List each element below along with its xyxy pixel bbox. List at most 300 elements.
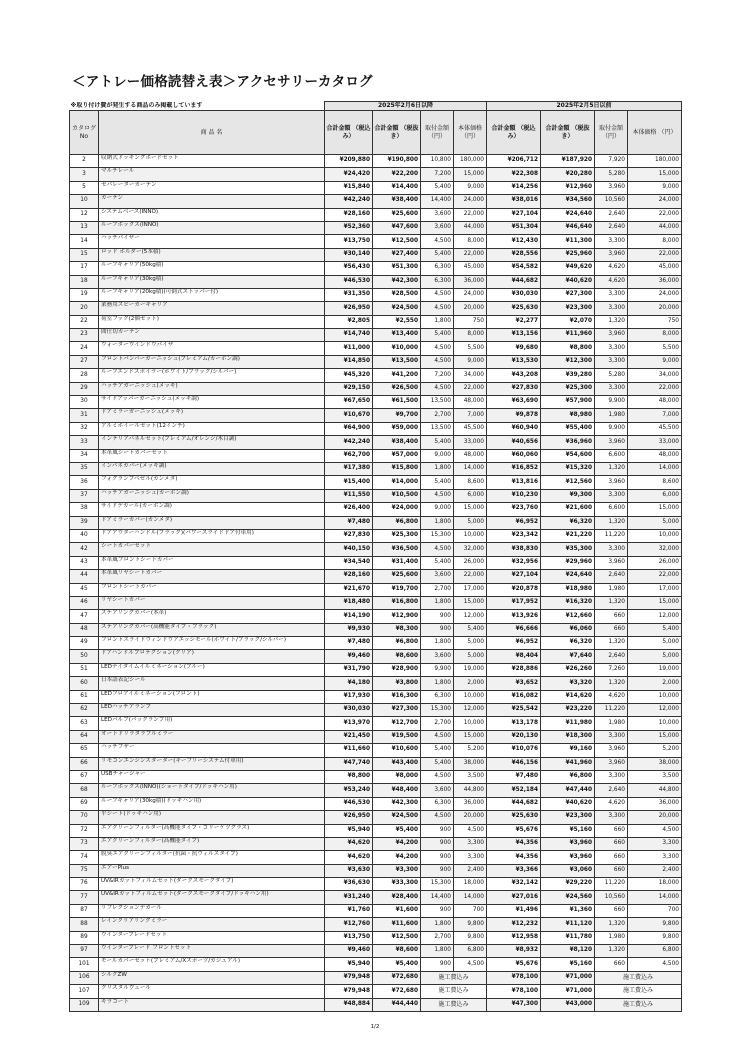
- new-total-excl-cell: ¥44,440: [373, 998, 421, 1011]
- table-row: [70, 663, 682, 676]
- old-total-incl-cell: ¥25,630: [487, 811, 541, 824]
- new-install-fee-cell: 4,500: [421, 811, 454, 824]
- table-row: [70, 757, 682, 770]
- table-row: [70, 288, 682, 301]
- new-total-incl-cell: ¥27,830: [325, 529, 373, 542]
- page-title: ＜アトレー価格読替え表＞アクセサリーカタログ: [72, 74, 373, 90]
- new-total-incl-cell: ¥21,450: [325, 730, 373, 743]
- new-unit-price-cell: 750: [454, 315, 487, 328]
- old-install-fee-cell: 1,320: [595, 462, 628, 475]
- new-unit-price-cell: 12,000: [454, 610, 487, 623]
- product-name-cell: UV&IRカットフィルムセット(ダークスモークタイプ): [99, 878, 325, 891]
- catalog-no-cell: 30: [70, 396, 99, 409]
- old-install-fee-cell: 6,600: [595, 503, 628, 516]
- table-row: [70, 958, 682, 971]
- old-unit-price-cell: 22,000: [628, 248, 682, 261]
- new-total-excl-cell: ¥59,000: [373, 422, 421, 435]
- new-total-incl-cell: ¥36,630: [325, 878, 373, 891]
- old-total-incl-cell: ¥32,142: [487, 878, 541, 891]
- new-total-incl-cell: ¥40,150: [325, 543, 373, 556]
- old-total-incl-cell: ¥23,760: [487, 503, 541, 516]
- old-total-excl-cell: ¥16,320: [541, 596, 595, 609]
- catalog-no-cell: 37: [70, 489, 99, 502]
- new-unit-price-cell: 7,000: [454, 409, 487, 422]
- old-unit-price-cell: 12,000: [628, 704, 682, 717]
- old-unit-price-cell: 2,000: [628, 677, 682, 690]
- product-name-cell: システムベース(INNO): [99, 208, 325, 221]
- old-unit-price-cell: 14,000: [628, 462, 682, 475]
- old-install-fee-cell: 1,980: [595, 717, 628, 730]
- new-total-incl-cell: ¥47,740: [325, 757, 373, 770]
- old-unit-price-cell: 33,000: [628, 436, 682, 449]
- new-install-fee-cell: 900: [421, 610, 454, 623]
- old-unit-price-cell: 8,000: [628, 329, 682, 342]
- old-total-incl-cell: ¥63,690: [487, 396, 541, 409]
- old-unit-price-cell: 48,000: [628, 449, 682, 462]
- old-total-excl-cell: ¥54,600: [541, 449, 595, 462]
- new-total-excl-cell: ¥4,200: [373, 851, 421, 864]
- new-total-excl-cell: ¥25,600: [373, 570, 421, 583]
- old-install-fee-cell: 4,620: [595, 262, 628, 275]
- new-unit-price-cell: 9,000: [454, 355, 487, 368]
- old-unit-price-cell: 8,000: [628, 235, 682, 248]
- table-row: [70, 369, 682, 382]
- old-install-fee-cell: 660: [595, 824, 628, 837]
- catalog-no-cell: 72: [70, 824, 99, 837]
- new-unit-price-cell: 45,000: [454, 262, 487, 275]
- new-total-excl-cell: ¥25,300: [373, 529, 421, 542]
- new-unit-price-cell: 22,000: [454, 382, 487, 395]
- new-unit-price-cell: 9,800: [454, 931, 487, 944]
- product-name-cell: カーテン: [99, 195, 325, 208]
- new-install-fee-cell: 3,600: [421, 650, 454, 663]
- new-unit-price-cell: 24,000: [454, 288, 487, 301]
- product-name-cell: フロントバンパーガーニッシュ(プレミアム/カーボン調): [99, 355, 325, 368]
- old-total-incl-cell: ¥46,156: [487, 757, 541, 770]
- table-row: [70, 235, 682, 248]
- old-total-incl-cell: ¥8,932: [487, 945, 541, 958]
- new-total-incl-cell: ¥15,400: [325, 476, 373, 489]
- catalog-no-cell: 32: [70, 422, 99, 435]
- old-total-incl-cell: ¥9,680: [487, 342, 541, 355]
- catalog-no-cell: 50: [70, 650, 99, 663]
- old-total-excl-cell: ¥3,320: [541, 677, 595, 690]
- new-total-incl-cell: ¥30,030: [325, 704, 373, 717]
- old-total-incl-cell: ¥27,104: [487, 208, 541, 221]
- new-install-fee-cell: 1,800: [421, 918, 454, 931]
- old-total-incl-cell: ¥44,682: [487, 797, 541, 810]
- new-total-incl-cell: ¥42,240: [325, 436, 373, 449]
- old-install-fee-cell: 1,320: [595, 315, 628, 328]
- catalog-no-cell: 68: [70, 784, 99, 797]
- new-unit-price-cell: 5,000: [454, 516, 487, 529]
- old-total-incl-cell: ¥13,926: [487, 610, 541, 623]
- old-install-fee-cell: 3,960: [595, 181, 628, 194]
- product-name-cell: シルクZW: [99, 971, 325, 984]
- old-install-fee-cell: 3,300: [595, 288, 628, 301]
- new-unit-price-cell: 6,000: [454, 489, 487, 502]
- col-old-total-incl: 合計金額 （税込み）: [487, 111, 541, 155]
- old-install-fee-cell: 4,620: [595, 275, 628, 288]
- old-total-excl-cell: ¥26,260: [541, 663, 595, 676]
- new-total-excl-cell: ¥33,300: [373, 878, 421, 891]
- new-unit-price-cell: 4,500: [454, 958, 487, 971]
- old-total-excl-cell: ¥27,300: [541, 288, 595, 301]
- new-total-excl-cell: ¥15,800: [373, 462, 421, 475]
- old-unit-price-cell: 36,000: [628, 797, 682, 810]
- col-name: 商 品 名: [99, 111, 325, 155]
- new-install-fee-cell: 4,500: [421, 382, 454, 395]
- table-row: [70, 971, 682, 984]
- table-row: [70, 824, 682, 837]
- old-total-incl-cell: ¥28,886: [487, 663, 541, 676]
- catalog-no-cell: 107: [70, 985, 99, 998]
- old-total-excl-cell: ¥8,980: [541, 409, 595, 422]
- new-unit-price-cell: 10,000: [454, 529, 487, 542]
- catalog-no-cell: 38: [70, 503, 99, 516]
- new-total-excl-cell: ¥11,600: [373, 918, 421, 931]
- table-row: [70, 704, 682, 717]
- table-row: [70, 864, 682, 877]
- table-row: [70, 489, 682, 502]
- table-row: [70, 262, 682, 275]
- col-new-total-incl: 合計金額 （税込み）: [325, 111, 373, 155]
- new-unit-price-cell: 38,000: [454, 757, 487, 770]
- note: ※取り付け費が発生する商品のみ掲載しています: [70, 101, 203, 109]
- old-install-fee-cell: 2,640: [595, 650, 628, 663]
- table-row: [70, 904, 682, 917]
- new-total-excl-cell: ¥25,600: [373, 208, 421, 221]
- old-total-incl-cell: ¥16,852: [487, 462, 541, 475]
- catalog-no-cell: 109: [70, 998, 99, 1011]
- period-old-header: 2025年2月5日以前: [487, 102, 682, 111]
- new-total-excl-cell: ¥10,500: [373, 489, 421, 502]
- new-unit-price-cell: 34,000: [454, 369, 487, 382]
- old-total-excl-cell: ¥187,920: [541, 155, 595, 168]
- new-total-incl-cell: ¥11,550: [325, 489, 373, 502]
- new-unit-price-cell: 2,000: [454, 677, 487, 690]
- old-total-excl-cell: ¥25,960: [541, 248, 595, 261]
- old-total-incl-cell: ¥4,356: [487, 851, 541, 864]
- old-total-excl-cell: ¥14,620: [541, 690, 595, 703]
- catalog-no-cell: 15: [70, 248, 99, 261]
- catalog-no-cell: 10: [70, 195, 99, 208]
- product-name-cell: マルチレール: [99, 168, 325, 181]
- old-total-incl-cell: ¥17,952: [487, 596, 541, 609]
- old-install-fee-cell: 3,960: [595, 436, 628, 449]
- new-total-incl-cell: ¥2,805: [325, 315, 373, 328]
- old-total-excl-cell: ¥9,300: [541, 489, 595, 502]
- old-total-incl-cell: ¥20,878: [487, 583, 541, 596]
- old-install-included-cell: 施工費込み: [595, 985, 682, 998]
- catalog-no-cell: 20: [70, 302, 99, 315]
- new-total-excl-cell: ¥9,700: [373, 409, 421, 422]
- old-total-incl-cell: ¥40,656: [487, 436, 541, 449]
- old-total-excl-cell: ¥46,640: [541, 221, 595, 234]
- table-row: [70, 462, 682, 475]
- catalog-no-cell: 48: [70, 623, 99, 636]
- old-install-fee-cell: 660: [595, 904, 628, 917]
- old-total-incl-cell: ¥27,104: [487, 570, 541, 583]
- old-total-excl-cell: ¥6,320: [541, 516, 595, 529]
- product-name-cell: インパネカバー(メッキ調): [99, 462, 325, 475]
- old-total-excl-cell: ¥11,980: [541, 717, 595, 730]
- old-total-incl-cell: ¥44,682: [487, 275, 541, 288]
- new-install-fee-cell: 5,400: [421, 329, 454, 342]
- new-install-fee-cell: 1,800: [421, 596, 454, 609]
- new-total-excl-cell: ¥42,300: [373, 275, 421, 288]
- new-total-incl-cell: ¥7,480: [325, 637, 373, 650]
- new-total-incl-cell: ¥15,840: [325, 181, 373, 194]
- new-unit-price-cell: 48,000: [454, 449, 487, 462]
- new-total-incl-cell: ¥5,940: [325, 958, 373, 971]
- product-name-cell: ステアリングカバー(本革): [99, 610, 325, 623]
- old-unit-price-cell: 36,000: [628, 275, 682, 288]
- table-row: [70, 436, 682, 449]
- new-total-excl-cell: ¥19,700: [373, 583, 421, 596]
- new-total-incl-cell: ¥53,240: [325, 784, 373, 797]
- product-name-cell: ハッチアガーニッシュ(カーボン調): [99, 489, 325, 502]
- old-unit-price-cell: 22,000: [628, 570, 682, 583]
- old-install-fee-cell: 10,560: [595, 195, 628, 208]
- old-total-excl-cell: ¥41,960: [541, 757, 595, 770]
- product-name-cell: フロントシートカバー: [99, 583, 325, 596]
- new-unit-price-cell: 22,000: [454, 208, 487, 221]
- catalog-no-cell: 89: [70, 931, 99, 944]
- new-total-excl-cell: ¥72,680: [373, 971, 421, 984]
- old-unit-price-cell: 15,000: [628, 596, 682, 609]
- new-total-excl-cell: ¥8,600: [373, 945, 421, 958]
- old-install-fee-cell: 3,960: [595, 329, 628, 342]
- table-row: [70, 382, 682, 395]
- table-row: [70, 155, 682, 168]
- catalog-no-cell: 27: [70, 355, 99, 368]
- new-unit-price-cell: 5,500: [454, 342, 487, 355]
- catalog-no-cell: 63: [70, 717, 99, 730]
- old-total-incl-cell: ¥60,060: [487, 449, 541, 462]
- product-name-cell: 脱臭エアクリーンフィルター(抗菌・抗ウィルスタイプ): [99, 851, 325, 864]
- table-row: [70, 342, 682, 355]
- new-total-incl-cell: ¥79,948: [325, 985, 373, 998]
- new-total-excl-cell: ¥12,500: [373, 931, 421, 944]
- old-install-fee-cell: 1,320: [595, 637, 628, 650]
- new-total-incl-cell: ¥28,160: [325, 570, 373, 583]
- new-total-excl-cell: ¥14,400: [373, 181, 421, 194]
- new-install-fee-cell: 4,500: [421, 489, 454, 502]
- new-total-excl-cell: ¥190,800: [373, 155, 421, 168]
- product-name-cell: ルーフボックス(INNO): [99, 221, 325, 234]
- catalog-no-cell: 40: [70, 529, 99, 542]
- new-total-excl-cell: ¥28,500: [373, 288, 421, 301]
- new-unit-price-cell: 10,000: [454, 690, 487, 703]
- new-total-excl-cell: ¥47,600: [373, 221, 421, 234]
- product-name-cell: ステアリングカバー(高機能タイプ・ブラック): [99, 623, 325, 636]
- price-table-body: [70, 155, 682, 1012]
- old-install-fee-cell: 660: [595, 851, 628, 864]
- new-total-incl-cell: ¥26,400: [325, 503, 373, 516]
- col-old-total-excl: 合計金額 （税抜き）: [541, 111, 595, 155]
- new-total-excl-cell: ¥38,400: [373, 436, 421, 449]
- old-install-fee-cell: 1,320: [595, 596, 628, 609]
- old-total-excl-cell: ¥55,400: [541, 422, 595, 435]
- old-total-incl-cell: ¥20,130: [487, 730, 541, 743]
- new-total-excl-cell: ¥48,400: [373, 784, 421, 797]
- new-total-excl-cell: ¥27,400: [373, 248, 421, 261]
- old-total-incl-cell: ¥6,952: [487, 516, 541, 529]
- product-name-cell: フォグランプベゼル(カンメタ): [99, 476, 325, 489]
- new-install-fee-cell: 3,600: [421, 208, 454, 221]
- new-unit-price-cell: 12,000: [454, 704, 487, 717]
- new-install-fee-cell: 5,400: [421, 181, 454, 194]
- catalog-no-cell: 42: [70, 543, 99, 556]
- old-unit-price-cell: 15,000: [628, 168, 682, 181]
- old-total-incl-cell: ¥6,952: [487, 637, 541, 650]
- new-total-excl-cell: ¥16,800: [373, 596, 421, 609]
- old-unit-price-cell: 3,500: [628, 770, 682, 783]
- new-install-fee-cell: 15,300: [421, 529, 454, 542]
- new-total-incl-cell: ¥12,760: [325, 918, 373, 931]
- old-unit-price-cell: 32,000: [628, 543, 682, 556]
- table-row: [70, 529, 682, 542]
- new-total-excl-cell: ¥13,500: [373, 355, 421, 368]
- product-name-cell: エアクリーンフィルター(高機能タイプ): [99, 837, 325, 850]
- new-install-fee-cell: 900: [421, 623, 454, 636]
- new-install-fee-cell: 4,500: [421, 288, 454, 301]
- old-install-fee-cell: 2,640: [595, 208, 628, 221]
- new-total-incl-cell: ¥4,620: [325, 851, 373, 864]
- new-total-excl-cell: ¥8,300: [373, 623, 421, 636]
- new-total-incl-cell: ¥31,790: [325, 663, 373, 676]
- product-name-cell: 日本語表記シール: [99, 677, 325, 690]
- old-unit-price-cell: 12,000: [628, 610, 682, 623]
- new-total-incl-cell: ¥26,950: [325, 811, 373, 824]
- new-install-fee-cell: 9,000: [421, 503, 454, 516]
- new-install-fee-cell: 13,500: [421, 396, 454, 409]
- table-row: [70, 168, 682, 181]
- table-row: [70, 797, 682, 810]
- old-total-excl-cell: ¥11,960: [541, 329, 595, 342]
- catalog-no-cell: 88: [70, 918, 99, 931]
- new-install-fee-cell: 15,300: [421, 704, 454, 717]
- new-total-incl-cell: ¥7,480: [325, 516, 373, 529]
- old-total-incl-cell: ¥206,712: [487, 155, 541, 168]
- product-name-cell: ドアミラーカバー(カンメタ): [99, 516, 325, 529]
- product-name-cell: ロッド ホルダー(5本積): [99, 248, 325, 261]
- product-name-cell: レインクリアリングミラー: [99, 918, 325, 931]
- new-unit-price-cell: 14,000: [454, 891, 487, 904]
- product-name-cell: ウインタープレードセット: [99, 931, 325, 944]
- product-name-cell: 平シート(ドッキハン用): [99, 811, 325, 824]
- new-unit-price-cell: 18,000: [454, 878, 487, 891]
- old-total-excl-cell: ¥29,960: [541, 556, 595, 569]
- table-row: [70, 195, 682, 208]
- old-unit-price-cell: 5,000: [628, 637, 682, 650]
- new-total-incl-cell: ¥34,540: [325, 556, 373, 569]
- new-total-incl-cell: ¥24,420: [325, 168, 373, 181]
- old-install-fee-cell: 9,900: [595, 396, 628, 409]
- product-name-cell: ドアアウターハンドル(ブラック)(パワースライドドア付車用): [99, 529, 325, 542]
- new-total-incl-cell: ¥14,740: [325, 329, 373, 342]
- new-total-incl-cell: ¥62,700: [325, 449, 373, 462]
- new-install-fee-cell: 5,400: [421, 757, 454, 770]
- new-unit-price-cell: 8,000: [454, 329, 487, 342]
- new-install-fee-cell: 3,600: [421, 784, 454, 797]
- old-install-fee-cell: 5,280: [595, 369, 628, 382]
- product-name-cell: ハッチバイザー: [99, 235, 325, 248]
- new-total-incl-cell: ¥8,800: [325, 770, 373, 783]
- catalog-no-cell: 73: [70, 837, 99, 850]
- new-total-incl-cell: ¥67,650: [325, 396, 373, 409]
- new-unit-price-cell: 15,000: [454, 503, 487, 516]
- new-total-excl-cell: ¥43,400: [373, 757, 421, 770]
- table-row: [70, 315, 682, 328]
- old-unit-price-cell: 5,500: [628, 342, 682, 355]
- old-unit-price-cell: 34,000: [628, 369, 682, 382]
- old-total-excl-cell: ¥29,220: [541, 878, 595, 891]
- old-unit-price-cell: 3,300: [628, 837, 682, 850]
- new-install-fee-cell: 900: [421, 864, 454, 877]
- new-unit-price-cell: 33,000: [454, 436, 487, 449]
- new-unit-price-cell: 9,000: [454, 181, 487, 194]
- new-install-fee-cell: 1,800: [421, 462, 454, 475]
- old-install-fee-cell: 1,980: [595, 583, 628, 596]
- old-unit-price-cell: 9,000: [628, 355, 682, 368]
- old-unit-price-cell: 9,000: [628, 181, 682, 194]
- catalog-no-cell: 64: [70, 730, 99, 743]
- table-row: [70, 690, 682, 703]
- old-total-excl-cell: ¥25,300: [541, 382, 595, 395]
- old-total-excl-cell: ¥6,320: [541, 637, 595, 650]
- product-name-cell: 業務用スピーカーキャリア: [99, 302, 325, 315]
- period-new-header: 2025年2月6日以降: [325, 102, 487, 111]
- catalog-no-cell: 49: [70, 637, 99, 650]
- catalog-no-cell: 67: [70, 770, 99, 783]
- new-install-fee-cell: 14,400: [421, 195, 454, 208]
- old-total-excl-cell: ¥18,300: [541, 730, 595, 743]
- old-unit-price-cell: 10,000: [628, 529, 682, 542]
- new-total-excl-cell: ¥4,200: [373, 837, 421, 850]
- table-row: [70, 811, 682, 824]
- old-install-fee-cell: 6,600: [595, 449, 628, 462]
- catalog-no-cell: 46: [70, 596, 99, 609]
- old-install-fee-cell: 3,300: [595, 730, 628, 743]
- product-name-cell: ルーフエンドスポイラー(ホワイト/ブラック/シルバー): [99, 369, 325, 382]
- col-old-unit-price: 本体価格 （円）: [628, 111, 682, 155]
- new-unit-price-cell: 5,200: [454, 744, 487, 757]
- old-total-excl-cell: ¥5,160: [541, 958, 595, 971]
- catalog-no-cell: 5: [70, 181, 99, 194]
- old-total-incl-cell: ¥23,342: [487, 529, 541, 542]
- new-install-fee-cell: 4,500: [421, 543, 454, 556]
- old-unit-price-cell: 15,000: [628, 503, 682, 516]
- new-total-excl-cell: ¥12,700: [373, 717, 421, 730]
- table-row: [70, 945, 682, 958]
- new-install-fee-cell: 2,700: [421, 931, 454, 944]
- catalog-no-cell: 34: [70, 449, 99, 462]
- old-total-incl-cell: ¥5,676: [487, 824, 541, 837]
- old-total-excl-cell: ¥12,960: [541, 181, 595, 194]
- old-install-fee-cell: 2,640: [595, 784, 628, 797]
- old-total-excl-cell: ¥8,120: [541, 945, 595, 958]
- old-total-incl-cell: ¥10,230: [487, 489, 541, 502]
- old-total-excl-cell: ¥71,000: [541, 971, 595, 984]
- new-install-fee-cell: 14,400: [421, 891, 454, 904]
- old-install-fee-cell: 4,620: [595, 797, 628, 810]
- new-unit-price-cell: 3,300: [454, 837, 487, 850]
- catalog-no-cell: 28: [70, 369, 99, 382]
- old-unit-price-cell: 22,000: [628, 382, 682, 395]
- catalog-no-cell: 24: [70, 342, 99, 355]
